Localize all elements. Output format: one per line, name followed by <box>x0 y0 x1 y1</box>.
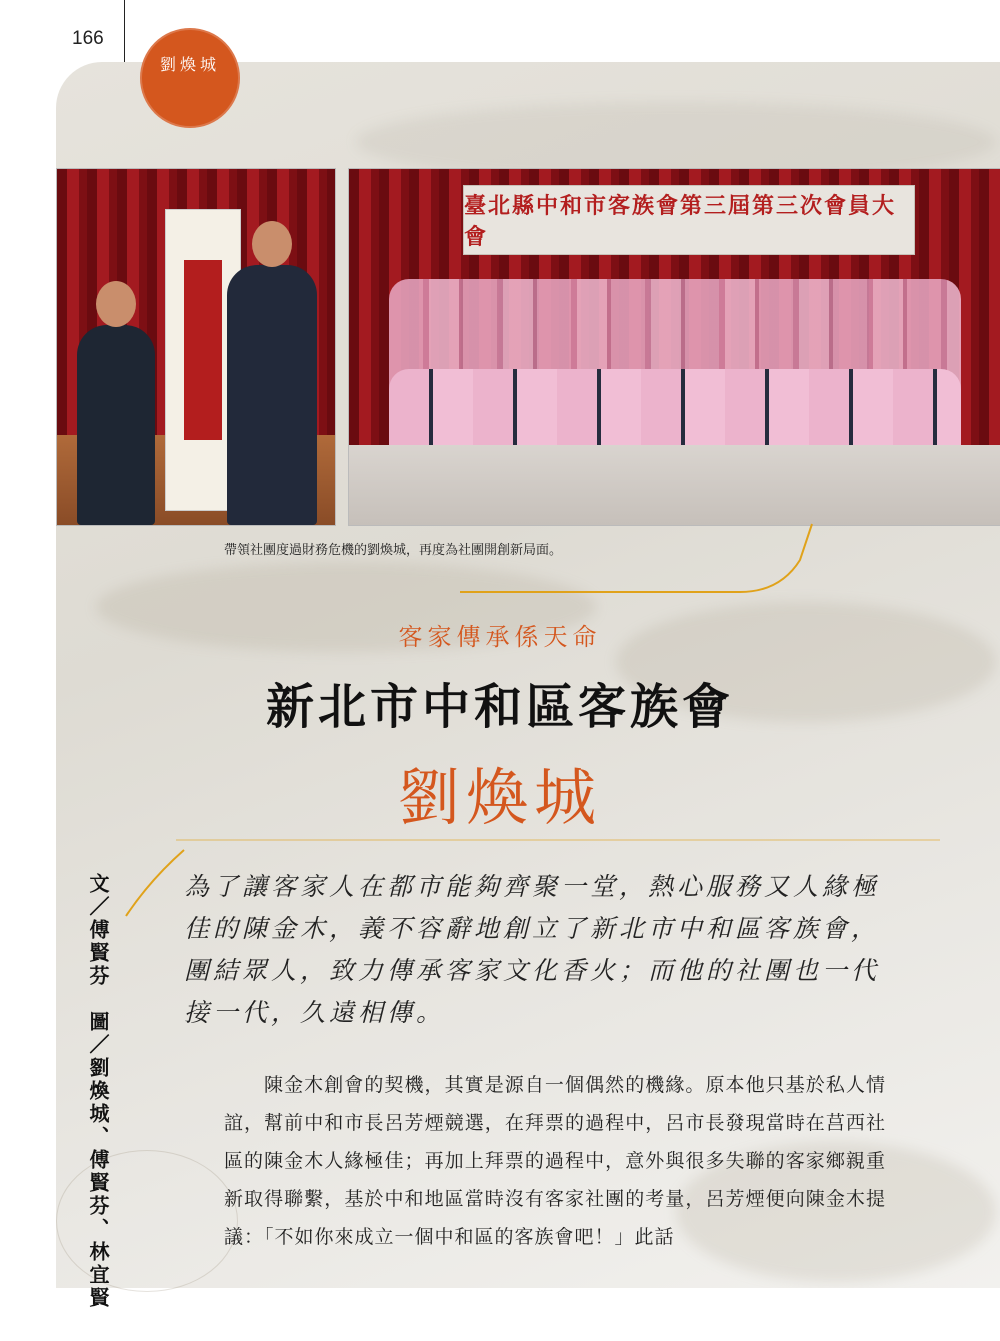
byline: 文／傅賢芬 圖／劉煥城、傅賢芬、林宜賢 <box>86 873 110 1310</box>
flower-illustration <box>56 1150 238 1292</box>
badge-label: 劉煥城 <box>159 54 220 74</box>
photo-caption: 帶領社團度過財務危機的劉煥城，再度為社團開創新局面。 <box>224 543 563 558</box>
article-name: 劉煥城 <box>397 761 602 834</box>
article-title: 新北市中和區客族會 <box>265 679 734 735</box>
top-divider <box>124 0 125 62</box>
section-badge <box>140 28 240 128</box>
photo-scroll-presentation <box>56 168 336 526</box>
intro-paragraph: 為了讓客家人在都市能夠齊聚一堂，熱心服務又人緣極佳的陳金木，義不容辭地創立了新北市中和區客族會，團結眾人，致力傳承客家文化香火；而他的社團也一代接一代，久遠相傳。 <box>184 872 881 1027</box>
page-number: 166 <box>72 28 104 49</box>
body-paragraph: 陳金木創會的契機，其實是源自一個偶然的機緣。原本他只基於私人情誼，幫前中和市長呂芳煙競選，在拜票的過程中，呂市長發現當時在莒西社區的陳金木人緣極佳；再加上拜票的過程中，意外與很多失聯的客家鄉親重新取得聯繫，基於中和地區當時沒有客家社團的考量，呂芳煙便向陳金木提議：「不如你來成立一個中和區的客族會吧！」此話 <box>224 1074 886 1248</box>
meeting-banner <box>463 185 915 255</box>
photo-group-meeting <box>348 168 1000 526</box>
banner-text: 臺北縣中和市客族會第三屆第三次會員大會 <box>464 193 897 250</box>
article-subtitle: 客家傳承係天命 <box>398 623 602 651</box>
